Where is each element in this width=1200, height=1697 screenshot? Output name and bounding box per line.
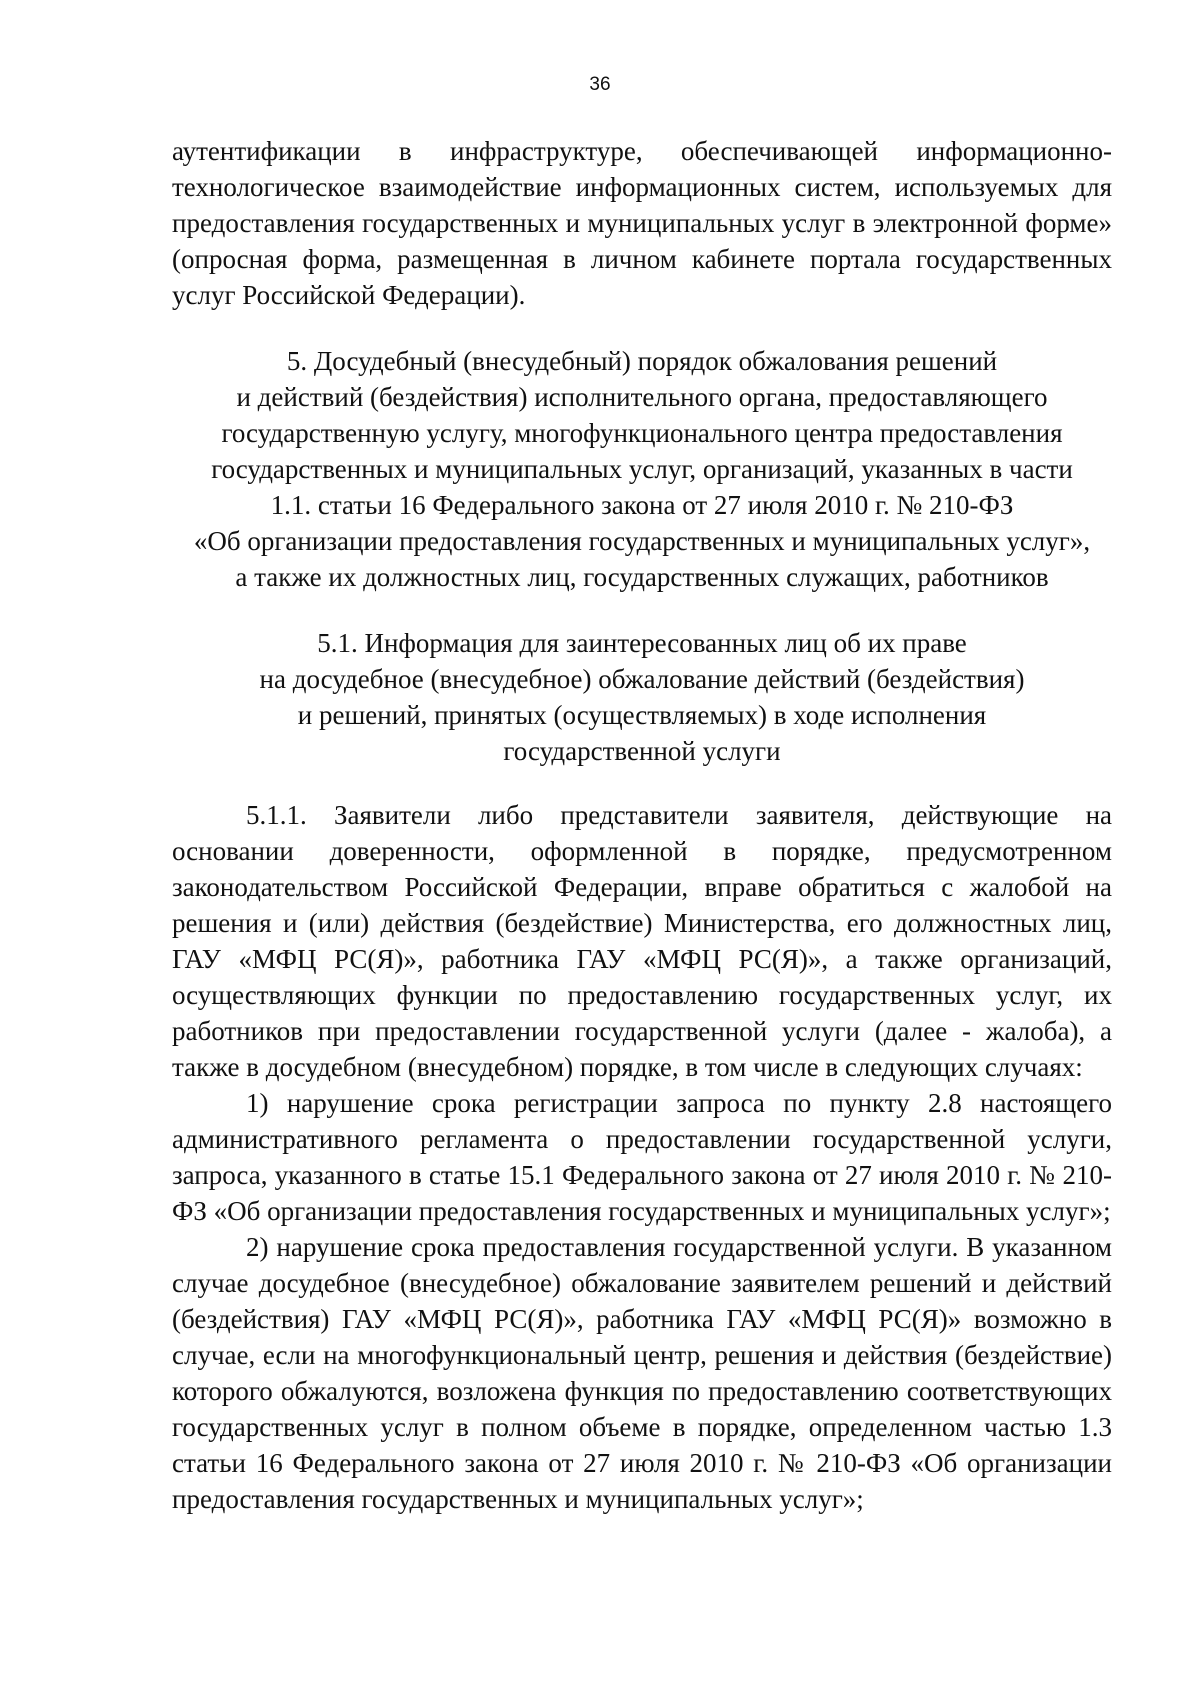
heading-line: и решений, принятых (осуществляемых) в ходе исполнения [297, 700, 987, 730]
heading-line: 5.1. Информация для заинтересованных лиц об их праве [317, 628, 967, 658]
intro-paragraph: аутентификации в инфраструктуре, обеспечивающей информационно-технологическое взаимодействие информационных систем, используемых для предоставления государственных и муниципальных услуг в электронной форме» (опросная форма, размещенная в личном кабинете портала государственных услуг Российской Федерации). [172, 136, 1112, 310]
list-item-2: 2) нарушение срока предоставления государственной услуги. В указанном случае досудебное (внесудебное) обжалование заявителем решений и действий (бездействия) ГАУ «МФЦ РС(Я)», работника ГАУ «МФЦ РС(Я)» возможно в случае, если на многофункциональный центр, решения и действия (бездействие) которого обжалуются, возложена функция по предоставлению соответствующих государственных услуг в полном объеме в порядке, определенном частью 1.3 статьи 16 Федерального закона от 27 июля 2010 г. № 210-ФЗ «Об организации предоставления государственных и муниципальных услуг»; [172, 1232, 1112, 1514]
page-content [172, 133, 1112, 1517]
page-number: 36 [589, 74, 611, 95]
heading-line: государственную услугу, многофункционального центра предоставления [221, 418, 1063, 448]
heading-line: «Об организации предоставления государственных и муниципальных услуг», [193, 526, 1091, 556]
heading-line: государственных и муниципальных услуг, организаций, указанных в части [211, 454, 1073, 484]
paragraph-5-1-1: 5.1.1. Заявители либо представители заявителя, действующие на основании доверенности, оформленной в порядке, предусмотренном законодательством Российской Федерации, вправе обратиться с жалобой на решения и (или) действия (бездействие) Министерства, его должностных лиц, ГАУ «МФЦ РС(Я)», работника ГАУ «МФЦ РС(Я)», а также организаций, осуществляющих функции по предоставлению государственных услуг, их работников при предоставлении государственной услуги (далее - жалоба), а также в досудебном (внесудебном) порядке, в том числе в следующих случаях: [172, 800, 1112, 1082]
section-5-1-heading [172, 625, 1112, 769]
heading-line: а также их должностных лиц, государственных служащих, работников [235, 562, 1049, 592]
heading-line: и действий (бездействия) исполнительного органа, предоставляющего [236, 382, 1048, 412]
heading-line: на досудебное (внесудебное) обжалование действий (бездействия) [259, 664, 1025, 694]
heading-line: государственной услуги [503, 736, 781, 766]
list-item-1: 1) нарушение срока регистрации запроса по пункту 2.8 настоящего административного регламента о предоставлении государственной услуги, запроса, указанного в статье 15.1 Федерального закона от 27 июля 2010 г. № 210-ФЗ «Об организации предоставления государственных и муниципальных услуг»; [172, 1088, 1112, 1226]
heading-line: 5. Досудебный (внесудебный) порядок обжалования решений [286, 346, 998, 376]
heading-line: 1.1. статьи 16 Федерального закона от 27 июля 2010 г. № 210-ФЗ [270, 490, 1014, 520]
section-5-heading [172, 343, 1112, 595]
